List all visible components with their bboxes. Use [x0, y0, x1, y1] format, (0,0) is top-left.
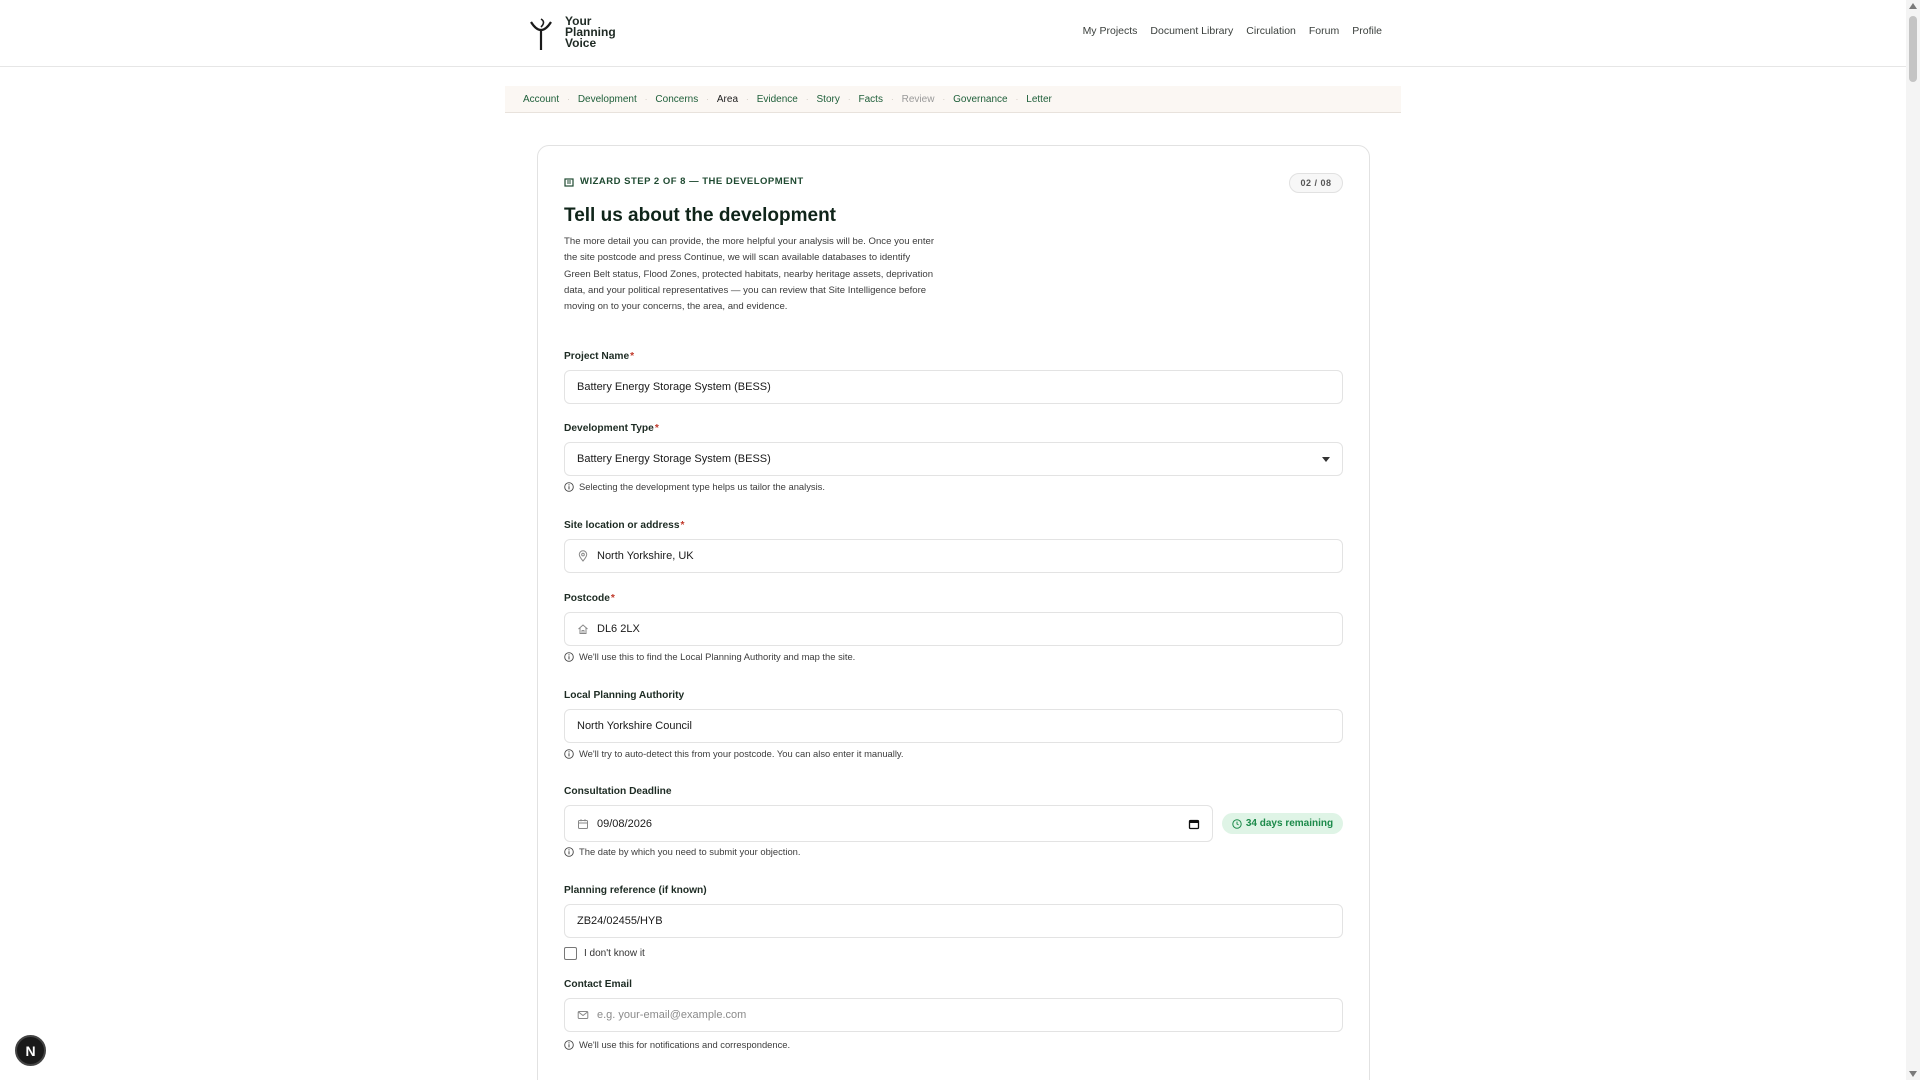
step-concerns[interactable]: Concerns	[655, 93, 699, 105]
eyebrow-text: WIZARD STEP 2 OF 8 — THE DEVELOPMENT	[580, 176, 804, 187]
contact-email-input[interactable]	[564, 998, 1343, 1032]
development-form-card	[537, 145, 1370, 1080]
lpa-input[interactable]	[564, 709, 1343, 743]
site-location-value: North Yorkshire, UK	[597, 550, 694, 562]
step-separator: ·	[1015, 94, 1019, 104]
brand-logo[interactable]	[527, 16, 616, 52]
contact-email-hint	[564, 1039, 790, 1050]
contact-email-placeholder: e.g. your-email@example.com	[597, 1009, 747, 1021]
building-icon	[564, 177, 574, 187]
development-type-label	[564, 423, 659, 434]
step-separator: ·	[746, 94, 749, 104]
planning-ref-value: ZB24/02455/HYB	[577, 915, 663, 927]
wizard-steps	[505, 86, 1401, 113]
dont-know-checkbox-row[interactable]	[564, 947, 645, 960]
dont-know-label: I don't know it	[584, 948, 645, 959]
postcode-input[interactable]	[564, 612, 1343, 646]
clock-icon	[1232, 819, 1242, 829]
project-name-label	[564, 351, 634, 362]
site-location-label-text: Site location or address	[564, 520, 680, 531]
dont-know-checkbox[interactable]	[564, 947, 577, 960]
step-development[interactable]: Development	[577, 93, 637, 105]
development-type-hint	[564, 481, 825, 492]
required-mark: *	[680, 520, 685, 531]
deadline-label: Consultation Deadline	[564, 786, 672, 797]
map-pin-icon	[577, 550, 589, 562]
postcode-label-text: Postcode	[564, 593, 610, 604]
days-remaining-text: 34 days remaining	[1245, 818, 1334, 829]
development-type-select[interactable]	[564, 442, 1343, 476]
step-evidence[interactable]: Evidence	[756, 93, 798, 105]
home-icon	[577, 623, 589, 635]
info-icon	[564, 1040, 574, 1050]
scroll-up-arrow-icon[interactable]	[1909, 3, 1917, 9]
postcode-label	[564, 593, 615, 604]
page-title: Tell us about the development	[564, 205, 837, 226]
step-review: Review	[901, 93, 935, 105]
brand-line-2: Planning	[565, 25, 616, 39]
project-name-value: Battery Energy Storage System (BESS)	[577, 381, 771, 393]
mail-icon	[577, 1009, 589, 1021]
deadline-hint-text: The date by which you need to submit your objection.	[579, 846, 801, 857]
brand-line-1: Your	[565, 14, 592, 28]
days-remaining-badge	[1222, 813, 1343, 834]
step-account[interactable]: Account	[523, 93, 560, 105]
step-counter-pill: 02 / 08	[1289, 173, 1343, 193]
step-eyebrow	[564, 176, 804, 187]
intro-text: The more detail you can provide, the more helpful your analysis will be. Once you enter the site postcode and press Continue, we will scan available databases to identify Green Belt status, Flood Zones, protected habitats, nearby heritage assets, deprivation data, and your political representatives — you can review that Site Intelligence before moving on to your concerns, the area, and evidence.	[564, 236, 935, 313]
nav-my-projects[interactable]: My Projects	[1082, 25, 1138, 37]
step-separator: ·	[567, 94, 570, 104]
info-icon	[564, 749, 574, 759]
site-location-input[interactable]	[564, 539, 1343, 573]
step-area[interactable]: Area	[716, 93, 739, 105]
deadline-value: 09/08/2026	[597, 817, 653, 830]
brand-line-3: Voice	[565, 36, 597, 50]
planning-ref-input[interactable]	[564, 904, 1343, 938]
logo-mark-icon	[527, 16, 555, 52]
info-icon	[564, 652, 574, 662]
required-mark: *	[630, 351, 635, 362]
step-governance[interactable]: Governance	[953, 93, 1008, 105]
calendar-picker-icon[interactable]	[1188, 818, 1200, 833]
step-separator: ·	[942, 94, 946, 104]
page-scrollbar[interactable]	[1906, 0, 1920, 1080]
lpa-label: Local Planning Authority	[564, 690, 685, 701]
project-name-label-text: Project Name	[564, 351, 630, 362]
info-icon	[564, 847, 574, 857]
postcode-value: DL6 2LX	[597, 623, 640, 635]
deadline-date-input[interactable]	[564, 805, 1213, 842]
brand-name	[565, 16, 616, 49]
step-letter[interactable]: Letter	[1026, 93, 1052, 105]
step-separator: ·	[890, 94, 894, 104]
chevron-down-icon	[1322, 457, 1330, 462]
lpa-hint-text: We'll try to auto-detect this from your postcode. You can also enter it manually.	[579, 748, 904, 759]
step-separator: ·	[805, 94, 809, 104]
top-navigation	[1083, 25, 1382, 37]
postcode-hint-text: We'll use this to find the Local Planning Authority and map the site.	[579, 651, 856, 662]
required-mark: *	[654, 423, 659, 434]
step-story[interactable]: Story	[816, 93, 840, 105]
lpa-value: North Yorkshire Council	[577, 720, 692, 732]
contact-email-hint-text: We'll use this for notifications and correspondence.	[579, 1039, 791, 1050]
scroll-down-arrow-icon[interactable]	[1909, 1071, 1917, 1077]
lpa-hint	[564, 748, 904, 759]
scrollbar-thumb[interactable]	[1909, 16, 1917, 82]
step-separator: ·	[847, 94, 851, 104]
nav-forum[interactable]: Forum	[1308, 25, 1340, 37]
nav-circulation[interactable]: Circulation	[1246, 25, 1296, 37]
step-separator: ·	[706, 94, 709, 104]
step-facts[interactable]: Facts	[858, 93, 883, 105]
nav-document-library[interactable]: Document Library	[1150, 25, 1234, 37]
calendar-icon	[577, 818, 589, 830]
info-icon	[564, 482, 574, 492]
nav-profile[interactable]: Profile	[1352, 25, 1382, 37]
deadline-hint	[564, 846, 800, 857]
planning-ref-label: Planning reference (if known)	[564, 885, 707, 896]
contact-email-label: Contact Email	[564, 979, 632, 990]
postcode-hint	[564, 651, 855, 662]
development-type-label-text: Development Type	[564, 423, 654, 434]
dev-tools-button[interactable]: N	[15, 1035, 46, 1066]
required-mark: *	[610, 593, 615, 604]
development-type-hint-text: Selecting the development type helps us tailor the analysis.	[579, 481, 825, 492]
project-name-input[interactable]	[564, 370, 1343, 404]
top-header	[0, 0, 1906, 67]
site-location-label	[564, 520, 684, 531]
step-separator: ·	[644, 94, 648, 104]
development-type-value: Battery Energy Storage System (BESS)	[577, 453, 771, 465]
